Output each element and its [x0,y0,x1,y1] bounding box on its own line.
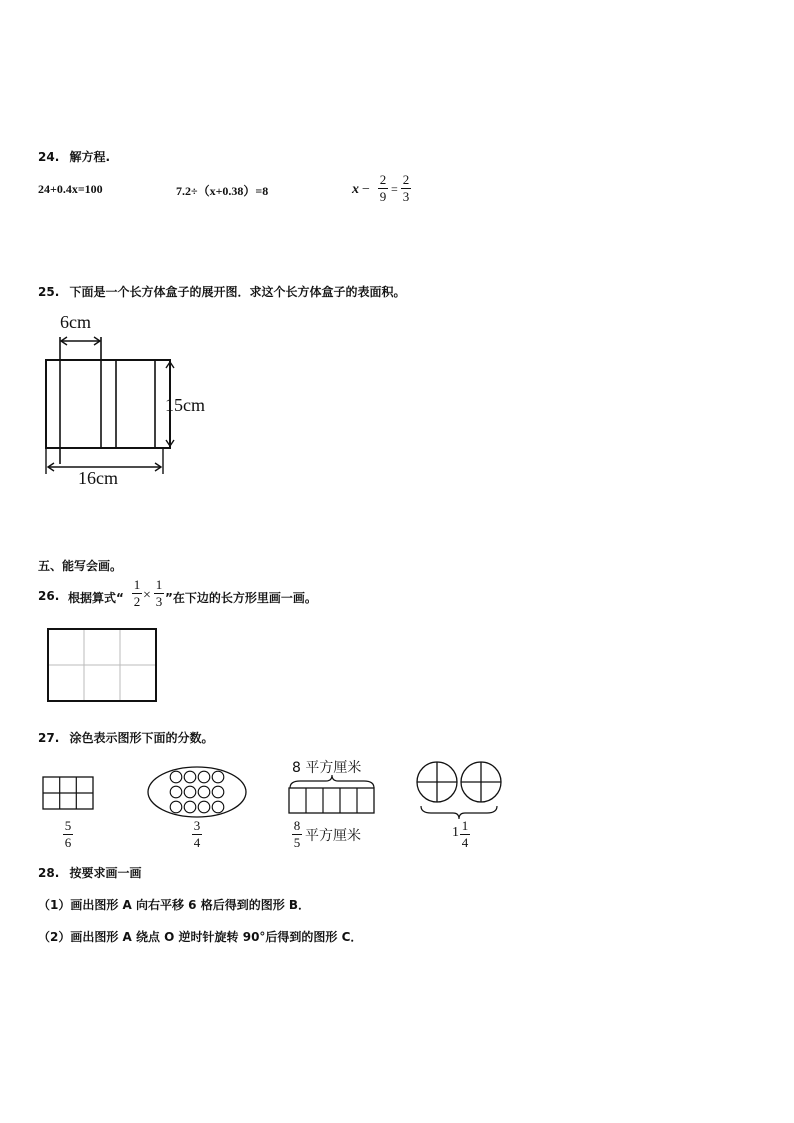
eq3-equals: = [391,182,398,196]
eq3-f2-denominator: 3 [402,189,410,204]
eq3-variable: x [352,182,359,197]
q27-fig2-denominator: 4 [193,835,201,850]
q28-number: 28. [38,866,60,880]
q27-fig1-numerator: 5 [64,818,72,833]
q28-heading [38,864,141,881]
q27-fig2-fraction [192,819,202,850]
q26-times: × [143,588,151,603]
q24-title: 解方程. [69,150,111,164]
eq3-minus: − [362,182,370,197]
q27-fig1-grid [43,777,93,809]
eq3-f1-denominator: 9 [379,189,387,204]
q27-fig3-denominator: 5 [293,835,301,850]
q26-f2-denominator: 3 [155,594,163,609]
q27-text: 涂色表示图形下面的分数。 [69,731,214,745]
label-15cm: 15cm [165,395,205,415]
q26-number: 26. [38,589,60,603]
q24-equation-1: 24+0.4x=100 [38,182,103,196]
q26-text-after: ”在下边的长方形里画一画。 [165,591,317,605]
q27-fig3-numerator: 8 [293,818,301,833]
q27-fig1-denominator: 6 [64,835,72,850]
q27-fig3-fraction [292,819,302,850]
section-5-title: 五、能写会画。 [38,559,123,573]
q27-fig2-ellipse [148,767,246,817]
q28-title: 按要求画一画 [69,866,142,880]
q27-fig4-denominator: 4 [461,835,469,850]
q24-number: 24. [38,150,60,164]
q27-fig3-top-label: 8 平方厘米 [292,760,362,776]
q24-equation-2: 7.2÷（x+0.38）=8 [176,184,269,198]
q27-fig4-fraction [460,819,470,850]
q27-fig3-unit: 平方厘米 [305,828,361,844]
q28-item-2: （2）画出图形 A 绕点 O 逆时针旋转 90°后得到的图形 C． [38,930,363,944]
label-16cm: 16cm [78,468,118,488]
q26-text-before: 根据算式“ [68,591,124,605]
q26-f2-numerator: 1 [155,577,163,592]
q27-fig1-fraction [63,819,73,850]
q27-fig2-numerator: 3 [193,818,201,833]
eq3-f1-numerator: 2 [379,172,387,187]
q27-fig4-whole: 1 [452,825,459,840]
q27-fig4-numerator: 1 [461,818,469,833]
q26-f1-numerator: 1 [133,577,141,592]
q25-text: 下面是一个长方体盒子的展开图．求这个长方体盒子的表面积。 [69,285,406,299]
eq3-f2-numerator: 2 [402,172,410,187]
label-6cm: 6cm [60,312,91,332]
q26-f1-denominator: 2 [133,594,141,609]
q25-number: 25. [38,285,60,299]
q27-fig3-bar [289,775,374,813]
q27-fig4-circles [417,762,501,819]
q27-number: 27. [38,731,60,745]
q28-item-1: （1）画出图形 A 向右平移 6 格后得到的图形 B． [38,898,311,912]
